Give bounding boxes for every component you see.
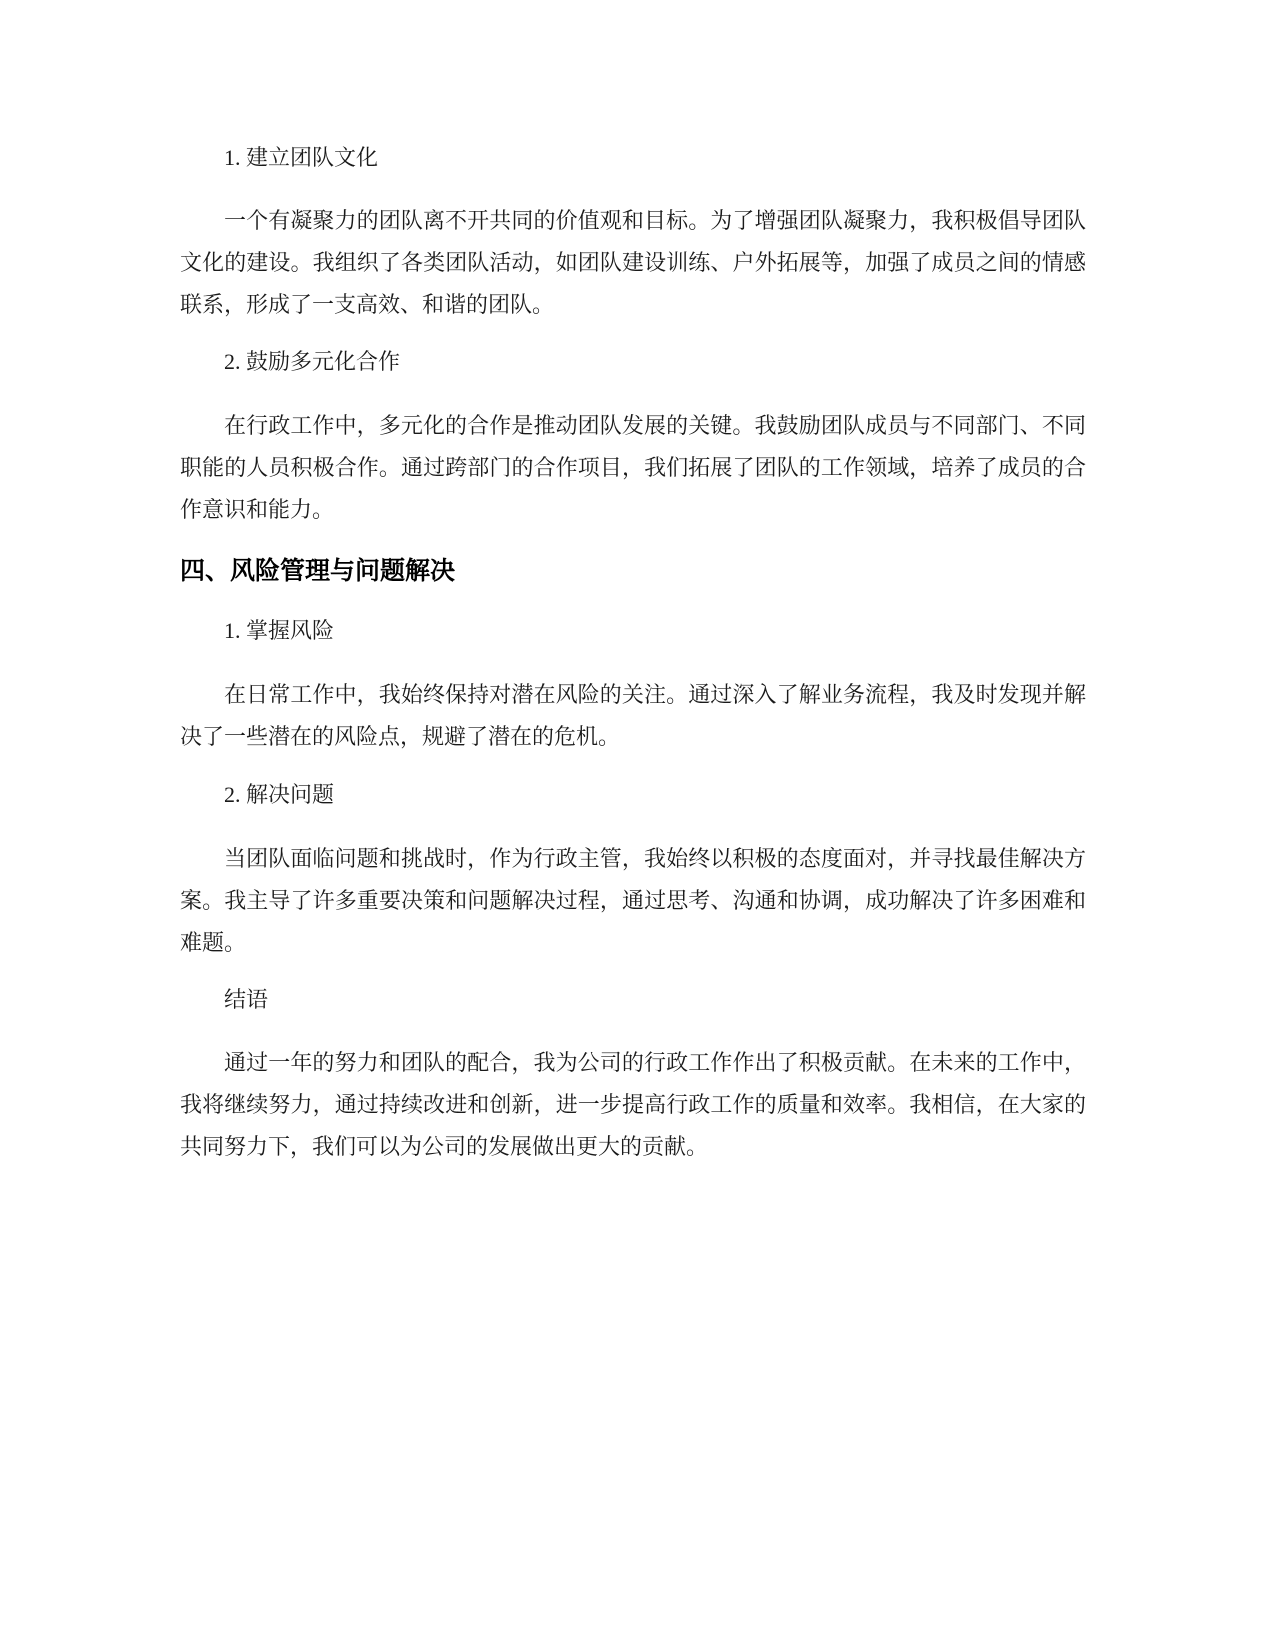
- section-heading-risk-management: 四、风险管理与问题解决: [180, 556, 456, 585]
- paragraph-cooperation: 在行政工作中，多元化的合作是推动团队发展的关键。我鼓励团队成员与不同部门、不同职能的人员积极合作。通过跨部门的合作项目，我们拓展了团队的工作领域，培养了成员的合作意识和能力。: [180, 413, 1086, 522]
- conclusion-heading: 结语: [224, 987, 269, 1012]
- paragraph-conclusion: 通过一年的努力和团队的配合，我为公司的行政工作作出了积极贡献。在未来的工作中，我将继续努力，通过持续改进和创新，进一步提高行政工作的质量和效率。我相信，在大家的共同努力下，我们可以为公司的发展做出更大的贡献。: [180, 1050, 1086, 1159]
- paragraph-risk: 在日常工作中，我始终保持对潜在风险的关注。通过深入了解业务流程，我及时发现并解决了一些潜在的风险点，规避了潜在的危机。: [180, 682, 1086, 749]
- subheading-solve-problems: 2. 解决问题: [224, 782, 335, 807]
- paragraph-team-culture: 一个有凝聚力的团队离不开共同的价值观和目标。为了增强团队凝聚力，我积极倡导团队文化的建设。我组织了各类团队活动，如团队建设训练、户外拓展等，加强了成员之间的情感联系，形成了一支高效、和谐的团队。: [180, 208, 1086, 317]
- subheading-build-team-culture: 1. 建立团队文化: [224, 145, 379, 170]
- subheading-encourage-cooperation: 2. 鼓励多元化合作: [224, 349, 401, 374]
- paragraph-problem-solving: 当团队面临问题和挑战时，作为行政主管，我始终以积极的态度面对，并寻找最佳解决方案。我主导了许多重要决策和问题解决过程，通过思考、沟通和协调，成功解决了许多困难和难题。: [180, 846, 1086, 955]
- subheading-grasp-risk: 1. 掌握风险: [224, 618, 335, 643]
